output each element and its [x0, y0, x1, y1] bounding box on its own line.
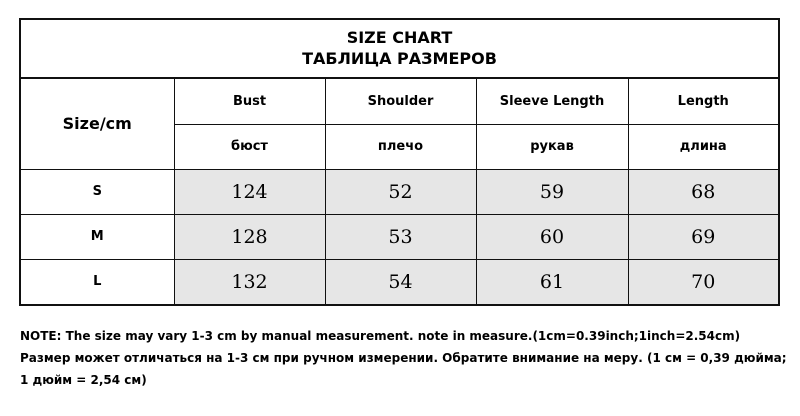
value-cell: 69 — [628, 214, 778, 259]
col-header-length-ru: длина — [628, 124, 778, 169]
col-header-sleeve-length: Sleeve Length — [476, 79, 628, 124]
value-cell: 54 — [325, 259, 476, 304]
table-row — [21, 214, 778, 259]
col-header-length: Length — [628, 79, 778, 124]
size-table — [21, 79, 778, 304]
size-label: S — [21, 169, 174, 214]
size-label: M — [21, 214, 174, 259]
col-header-shoulder: Shoulder — [325, 79, 476, 124]
col-header-shoulder-ru: плечо — [325, 124, 476, 169]
measurement-note — [20, 325, 790, 391]
value-cell: 124 — [174, 169, 325, 214]
header-row-english — [21, 79, 778, 124]
col-header-sleeve-length-ru: рукав — [476, 124, 628, 169]
size-column-header: Size/cm — [21, 79, 174, 169]
title-english: SIZE CHART — [346, 28, 453, 47]
col-header-bust: Bust — [174, 79, 325, 124]
value-cell: 61 — [476, 259, 628, 304]
col-header-bust-ru: бюст — [174, 124, 325, 169]
size-chart — [19, 18, 780, 306]
note-russian: Размер может отличаться на 1-3 см при ручном измерении. Обратите внимание на меру. (1 см = 0,39 дюйма; 1 дюйм = 2,54 см) — [20, 351, 787, 387]
value-cell: 70 — [628, 259, 778, 304]
value-cell: 53 — [325, 214, 476, 259]
value-cell: 68 — [628, 169, 778, 214]
value-cell: 60 — [476, 214, 628, 259]
table-row — [21, 169, 778, 214]
value-cell: 128 — [174, 214, 325, 259]
note-english: NOTE: The size may vary 1-3 cm by manual measurement. note in measure.(1cm=0.39inch;1inch=2.54cm) — [20, 329, 741, 343]
title-russian: ТАБЛИЦА РАЗМЕРОВ — [302, 49, 497, 68]
value-cell: 52 — [325, 169, 476, 214]
size-chart-title — [21, 20, 778, 79]
table-row — [21, 259, 778, 304]
size-label: L — [21, 259, 174, 304]
value-cell: 59 — [476, 169, 628, 214]
value-cell: 132 — [174, 259, 325, 304]
